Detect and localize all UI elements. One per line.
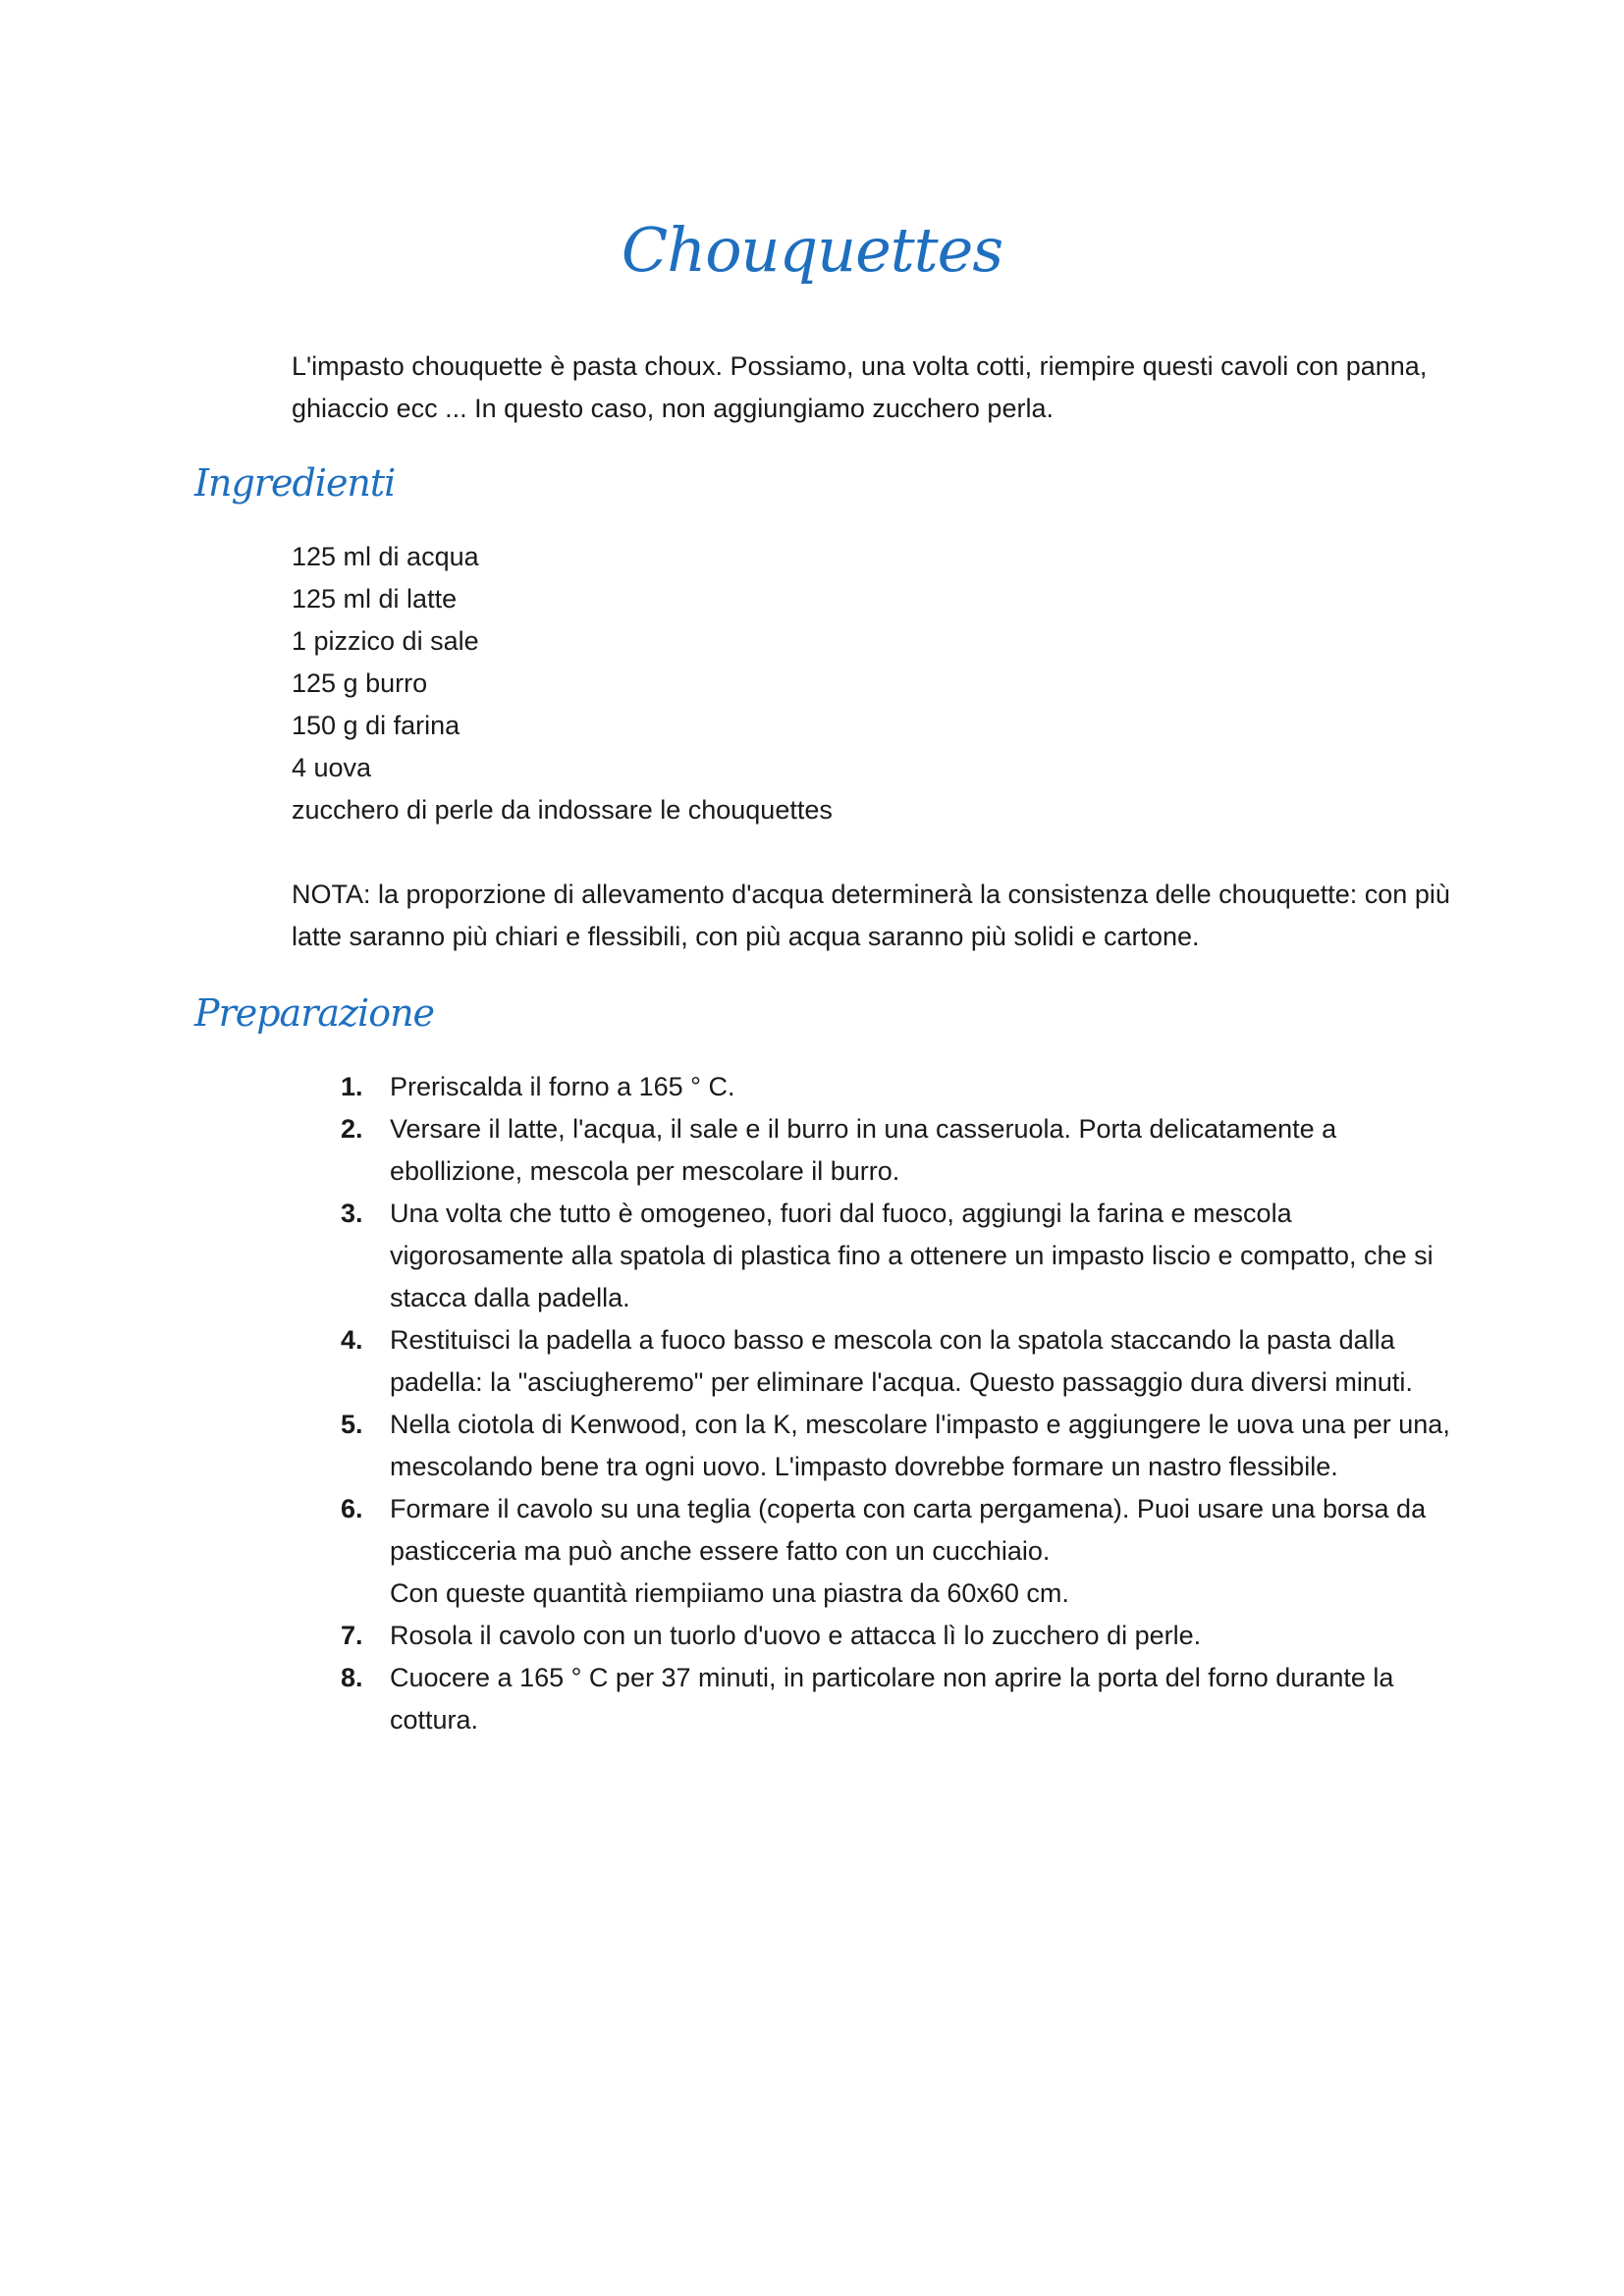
ingredient-item: 1 pizzico di sale <box>292 626 479 656</box>
step-number: 5. <box>341 1410 363 1439</box>
step-item <box>292 1066 1450 1108</box>
step-item <box>292 1488 1450 1615</box>
step-number: 1. <box>341 1072 363 1101</box>
ingredient-item: 125 ml di latte <box>292 584 458 614</box>
preparation-heading: Preparazione <box>194 991 435 1035</box>
step-item <box>292 1404 1450 1488</box>
step-text: Restituisci la padella a fuoco basso e mescola con la spatola staccando la pasta dalla padella: la "asciugheremo" per eliminare l'acqua. Questo passaggio dura diversi minuti. <box>390 1325 1413 1397</box>
step-number: 4. <box>341 1325 363 1355</box>
step-text: Rosola il cavolo con un tuorlo d'uovo e attacca lì lo zucchero di perle. <box>390 1621 1202 1650</box>
ingredient-item: 4 uova <box>292 753 372 782</box>
intro-paragraph: L'impasto chouquette è pasta choux. Possiamo, una volta cotti, riempire questi cavoli con panna, ghiaccio ecc ... In questo caso, non aggiungiamo zucchero perla. <box>292 351 1428 423</box>
ingredient-item: 125 ml di acqua <box>292 542 479 571</box>
step-text: Nella ciotola di Kenwood, con la K, mescolare l'impasto e aggiungere le uova una per una, mescolando bene tra ogni uovo. L'impasto dovrebbe formare un nastro flessibile. <box>390 1410 1450 1481</box>
step-text: Preriscalda il forno a 165 ° C. <box>390 1072 735 1101</box>
step-item <box>292 1193 1450 1319</box>
ingredients-list <box>292 536 1431 831</box>
step-text: Versare il latte, l'acqua, il sale e il burro in una casseruola. Porta delicatamente a ebollizione, mescola per mescolare il burro. <box>390 1114 1337 1186</box>
step-item <box>292 1657 1450 1741</box>
step-number: 7. <box>341 1621 363 1650</box>
step-number: 8. <box>341 1663 363 1692</box>
step-text: Cuocere a 165 ° C per 37 minuti, in particolare non aprire la porta del forno durante la cottura. <box>390 1663 1394 1735</box>
step-extra-text: Con queste quantità riempiiamo una piastra da 60x60 cm. <box>390 1578 1069 1608</box>
ingredients-heading: Ingredienti <box>194 461 396 505</box>
ingredient-item: 150 g di farina <box>292 711 460 740</box>
ingredients-note: NOTA: la proporzione di allevamento d'acqua determinerà la consistenza delle chouquette: con più latte saranno più chiari e flessibili, con più acqua saranno più solidi e cartone. <box>292 880 1450 951</box>
step-text: Formare il cavolo su una teglia (coperta con carta pergamena). Puoi usare una borsa da pasticceria ma può anche essere fatto con un cucchiaio. <box>390 1494 1427 1566</box>
step-number: 6. <box>341 1494 363 1523</box>
ingredient-item: 125 g burro <box>292 668 428 698</box>
step-text: Una volta che tutto è omogeneo, fuori dal fuoco, aggiungi la farina e mescola vigorosamente alla spatola di plastica fino a ottenere un impasto liscio e compatto, che si stacca dalla padella. <box>390 1199 1434 1312</box>
step-number: 3. <box>341 1199 363 1228</box>
step-item <box>292 1319 1450 1404</box>
step-number: 2. <box>341 1114 363 1144</box>
step-item <box>292 1108 1450 1193</box>
preparation-steps <box>292 1066 1450 1741</box>
ingredient-item: zucchero di perle da indossare le chouquettes <box>292 795 833 825</box>
page-title: Chouquettes <box>621 214 1003 286</box>
step-item <box>292 1615 1450 1657</box>
